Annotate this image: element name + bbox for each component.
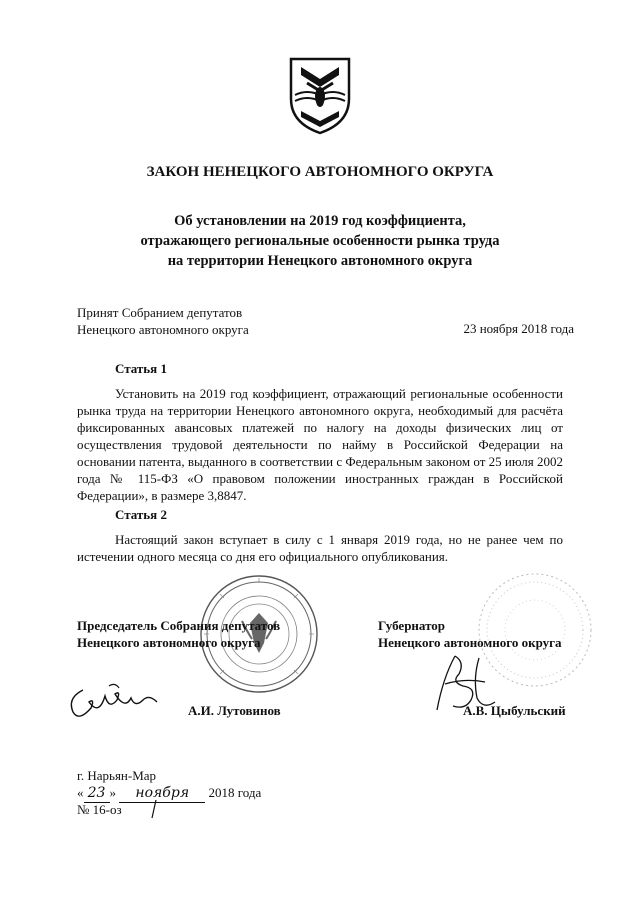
- article-1-heading: Статья 1: [115, 361, 167, 376]
- governor-title-line: Ненецкого автономного округа: [378, 635, 562, 650]
- adoption-line: Принят Собранием депутатов: [77, 305, 243, 320]
- subtitle-line: отражающего региональные особенности рынка труда: [140, 233, 500, 249]
- footer-day: 23: [84, 785, 110, 803]
- adoption-date: 23 ноября 2018 года: [463, 321, 574, 336]
- footer-open-quote: «: [77, 785, 84, 800]
- chairman-name: А.И. Лутовинов: [188, 703, 281, 718]
- chairman-title-line: Ненецкого автономного округа: [77, 635, 261, 650]
- governor-name: А.В. Цыбульский: [463, 703, 566, 718]
- governor-signature-block: [378, 617, 562, 651]
- footer-city: г. Нарьян-Мар: [77, 768, 157, 783]
- footer-year: 2018 года: [208, 785, 262, 800]
- governor-title-line: Губернатор: [378, 618, 446, 633]
- handwritten-mark: [148, 798, 160, 820]
- chairman-handwritten-signature: [65, 680, 165, 724]
- footer-close-quote: »: [109, 785, 116, 800]
- subtitle-line: на территории Ненецкого автономного округа: [167, 253, 473, 269]
- article-1-text: Установить на 2019 год коэффициент, отражающий региональные особенности рынка труда на территории Ненецкого автономного округа, необходимый для расчёта фиксированных авансовых платежей по налогу на доходы физических лиц от осуществления трудовой деятельности по найму в Российской Федерации на основании патента, выданного в соответствии с Федеральным законом от 25 июля 2002 года № 115-ФЗ «О правовом положении иностранных граждан в Российской Федерации», в размере 3,8847.: [77, 386, 563, 503]
- coat-of-arms-icon: [287, 55, 353, 137]
- adoption-info: [77, 304, 249, 338]
- adoption-line: Ненецкого автономного округа: [77, 322, 249, 337]
- chairman-signature-block: [77, 617, 280, 651]
- footer-law-number: № 16-оз: [77, 802, 122, 817]
- subtitle-line: Об установлении на 2019 год коэффициента,: [174, 213, 466, 229]
- article-2-heading: Статья 2: [115, 507, 167, 522]
- footer-month: ноября: [119, 785, 205, 803]
- law-subtitle: [60, 211, 580, 271]
- article-2-text: Настоящий закон вступает в силу с 1 января 2019 года, но не ранее чем по истечении одного месяца со дня его официального опубликования.: [77, 532, 563, 564]
- law-title: ЗАКОН НЕНЕЦКОГО АВТОНОМНОГО ОКРУГА: [146, 164, 494, 180]
- chairman-title-line: Председатель Собрания депутатов: [77, 618, 281, 633]
